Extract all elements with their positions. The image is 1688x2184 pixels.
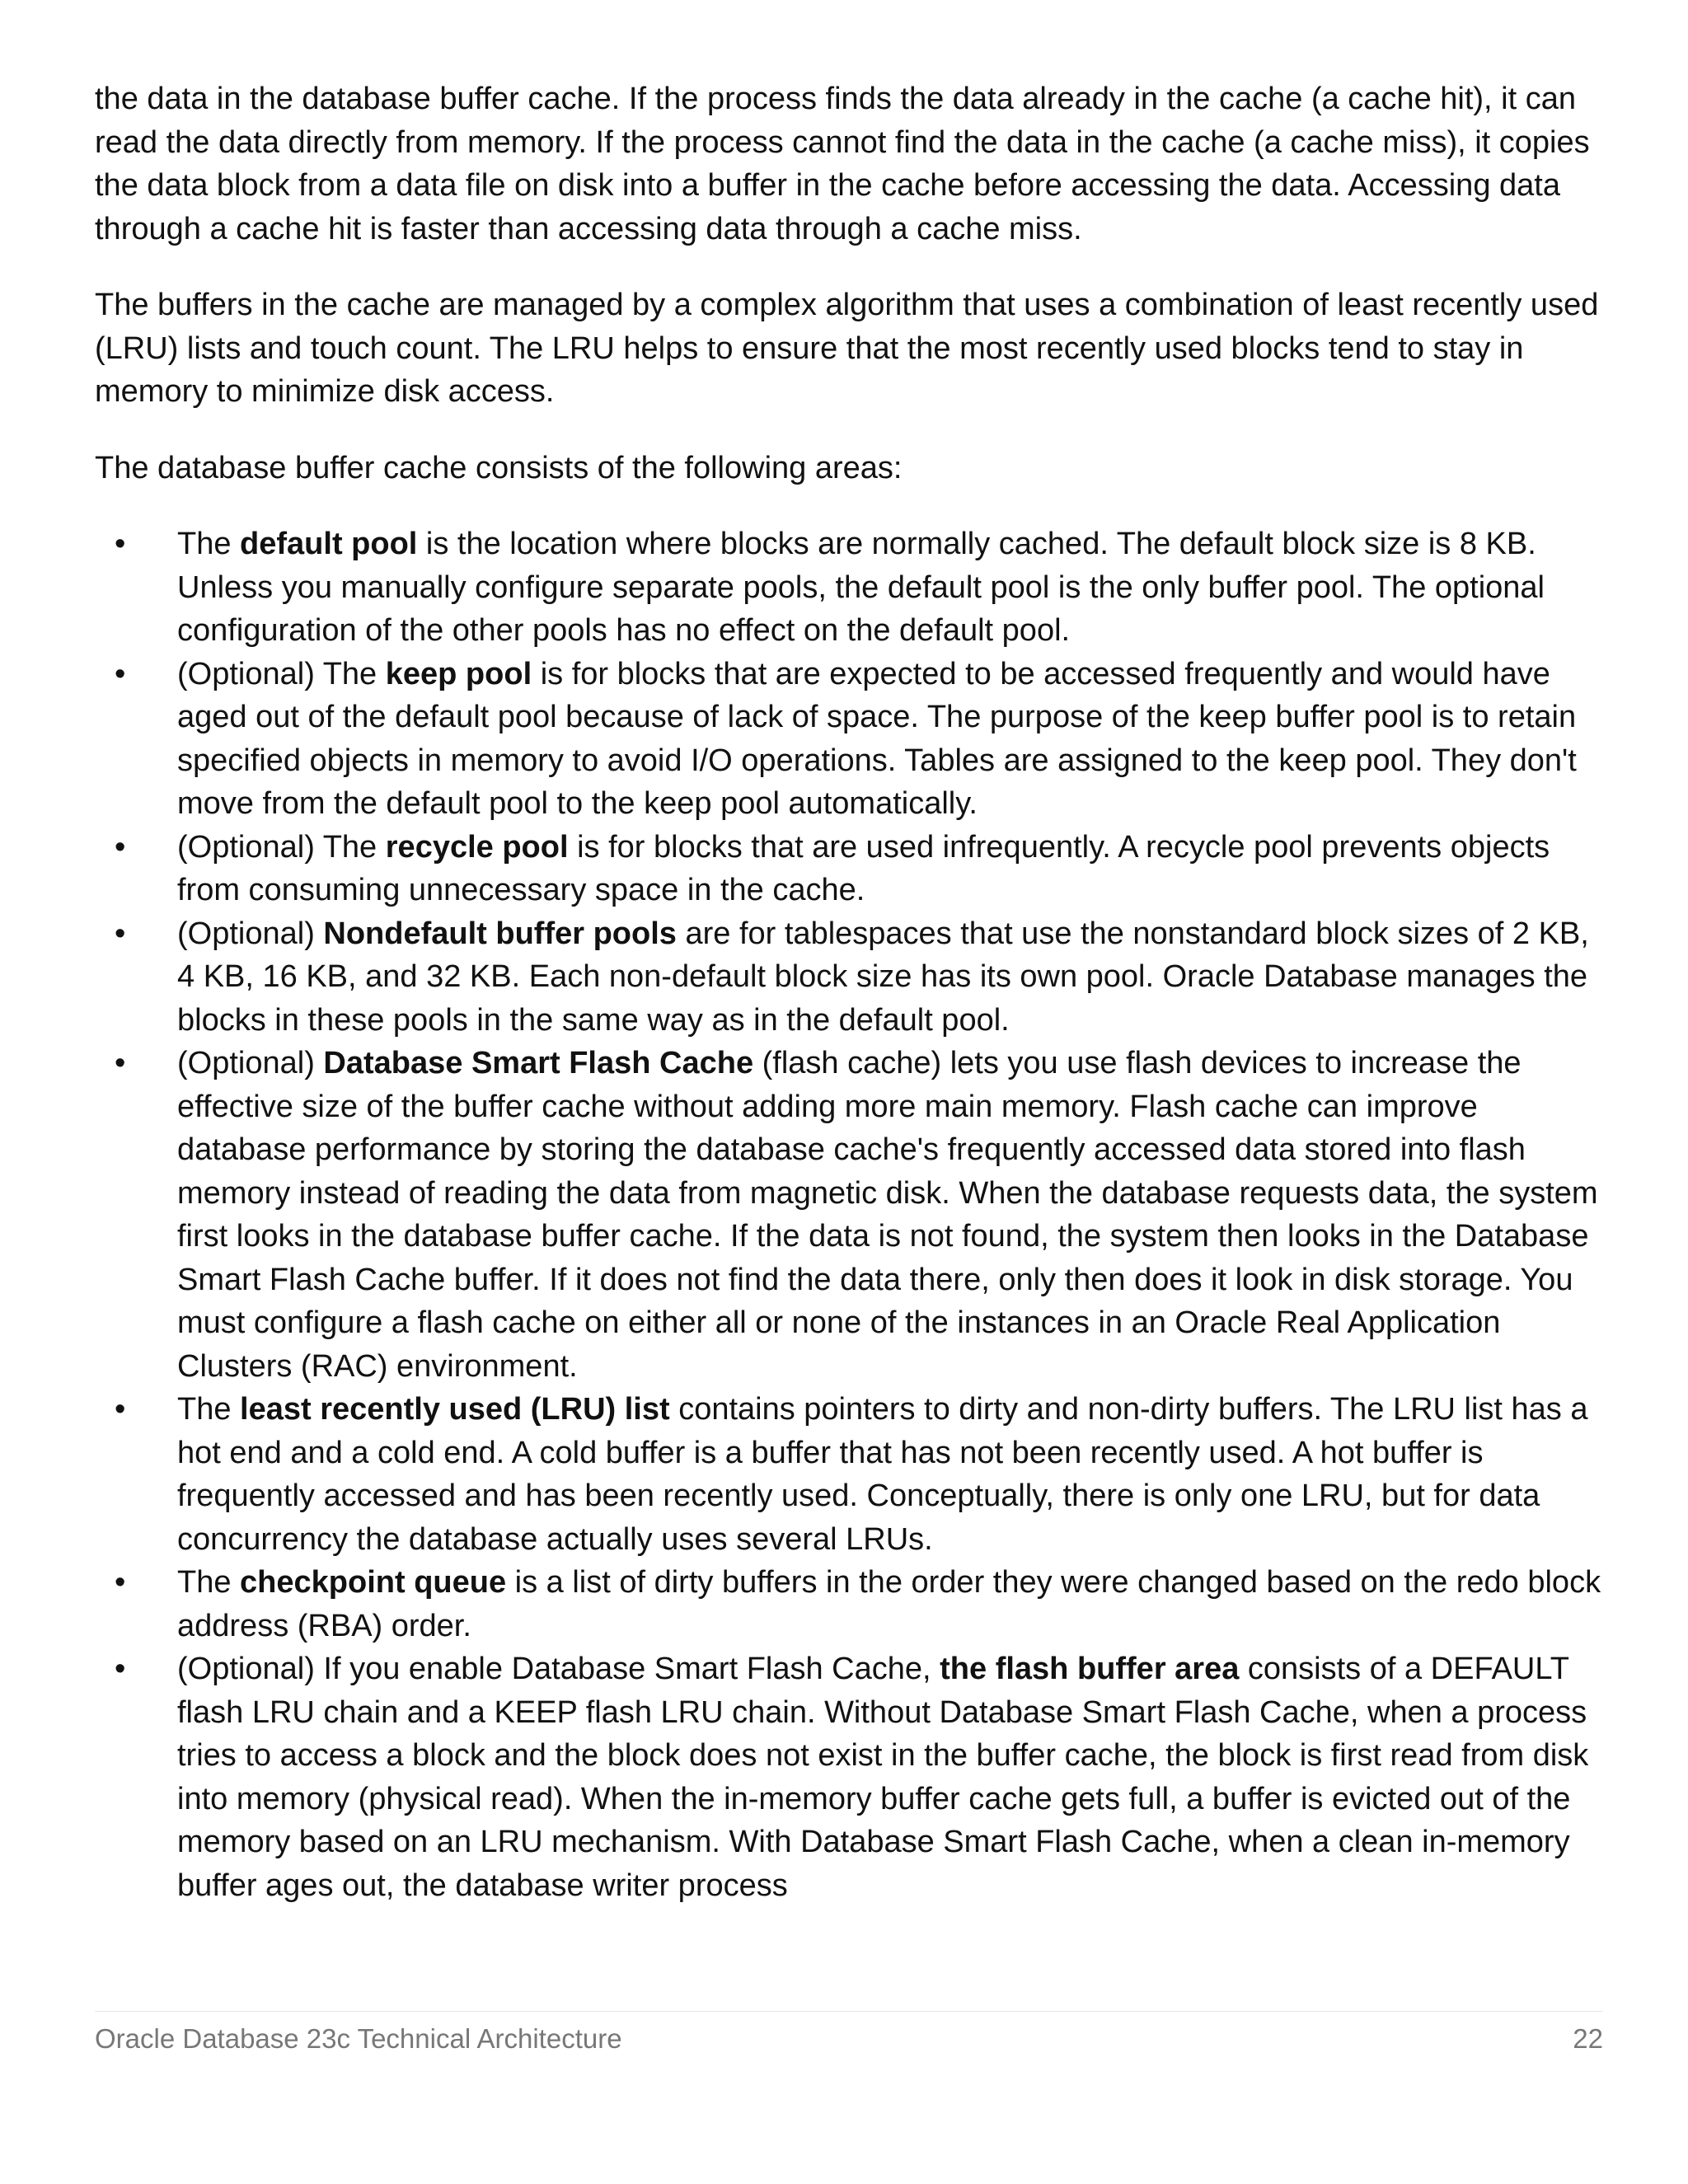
list-item-checkpoint-queue [95,1561,1603,1647]
list-item-text-post: is a list of dirty buffers in the order they were changed based on the redo block address (RBA) order. [177,1565,1601,1643]
paragraph-buffer-algorithm: The buffers in the cache are managed by a complex algorithm that uses a combination of least recently used (LRU) lists and touch count. The LRU helps to ensure that the most recently used blocks tend to stay in memory to minimize disk access. [95,288,1599,409]
list-item-text-post: consists of a DEFAULT flash LRU chain and a KEEP flash LRU chain. Without Database Smart Flash Cache, when a process tries to access a block and the block does not exist in the buffer cache, the block is first read from disk into memory (physical read). When the in-memory buffer cache gets full, a buffer is evicted out of the memory based on an LRU mechanism. With Database Smart Flash Cache, when a clean in-memory buffer ages out, the database writer process [177,1652,1589,1903]
list-item-text-post: (flash cache) lets you use flash devices to increase the effective size of the buffer cache without adding more main memory. Flash cache can improve database performance by storing the database cache's frequently accessed data stored into flash memory instead of reading the data from magnetic disk. When the database requests data, the system first looks in the database buffer cache. If the data is not found, the system then looks in the Database Smart Flash Cache buffer. If it does not find the data there, only then does it look in disk storage. You must configure a flash cache on either all or none of the instances in an Oracle Real Application Clusters (RAC) environment. [177,1046,1598,1384]
list-item-text-post: are for tablespaces that use the nonstandard block sizes of 2 KB, 4 KB, 16 KB, and 32 KB. Each non-default block size has its own pool. Oracle Database manages the blocks in these pools in the same way as in the default pool. [177,916,1589,1038]
list-item-default-pool [95,523,1603,653]
bullet-icon: • [115,1392,126,1427]
list-item-nondefault-pools [95,912,1603,1043]
list-item-keep-pool [95,653,1603,826]
bullet-icon: • [115,1565,126,1600]
list-item-recycle-pool [95,826,1603,912]
list-item-text-post: is the location where blocks are normally cached. The default block size is 8 KB. Unless you manually configure separate pools, the default pool is the only buffer pool. The optional configuration of the other pools has no effect on the default pool. [177,527,1545,648]
list-item-lru-list [95,1388,1603,1561]
list-item-term: Database Smart Flash Cache [323,1046,754,1080]
list-item-text-pre: (Optional) If you enable Database Smart Flash Cache, [177,1652,940,1686]
list-item-term: recycle pool [385,829,569,865]
footer-page-number: 22 [1573,2023,1603,2054]
list-item-term: keep pool [385,656,532,691]
list-item-text-pre: The [177,1565,241,1600]
bullet-icon: • [115,656,126,691]
footer-divider [95,2011,1603,2012]
bullet-icon: • [115,829,126,865]
list-item-text-pre: (Optional) [177,916,324,951]
list-item-text-pre: (Optional) [177,1046,324,1080]
buffer-cache-areas-list [95,523,1603,1907]
list-item-text-post: is for blocks that are used infrequently. A recycle pool prevents objects from consuming unnecessary space in the cache. [177,829,1550,907]
list-item-text-pre: (Optional) The [177,656,386,691]
page-body [95,77,1603,1907]
bullet-icon: • [115,527,126,561]
list-item-term: checkpoint queue [240,1565,507,1600]
list-item-term: the flash buffer area [940,1652,1240,1686]
bullet-icon: • [115,1652,126,1686]
list-item-term: default pool [240,527,418,561]
list-item-text-pre: The [177,1392,241,1427]
footer-document-title: Oracle Database 23c Technical Architecture [95,2023,622,2054]
list-item-smart-flash-cache [95,1042,1603,1388]
bullet-icon: • [115,916,126,951]
list-item-text-post: is for blocks that are expected to be accessed frequently and would have aged out of the default pool because of lack of space. The purpose of the keep buffer pool is to retain specified objects in memory to avoid I/O operations. Tables are assigned to the keep pool. They don't move from the default pool to the keep pool automatically. [177,656,1577,821]
list-item-term: least recently used (LRU) list [240,1392,670,1427]
list-item-text-pre: The [177,527,241,561]
list-item-flash-buffer-area [95,1647,1603,1907]
list-item-term: Nondefault buffer pools [323,916,677,951]
paragraph-cache-hit-miss: the data in the database buffer cache. If the process finds the data already in the cache (a cache hit), it can read the data directly from memory. If the process cannot find the data in the cache (a cache miss), it copies the data block from a data file on disk into a buffer in the cache before accessing the data. Accessing data through a cache hit is faster than accessing data through a cache miss. [95,82,1590,246]
list-item-text-pre: (Optional) The [177,829,386,865]
paragraph-areas-intro: The database buffer cache consists of the following areas: [95,450,903,485]
bullet-icon: • [115,1046,126,1080]
list-item-text-post: contains pointers to dirty and non-dirty buffers. The LRU list has a hot end and a cold end. A cold buffer is a buffer that has not been recently used. A hot buffer is frequently accessed and has been recently used. Conceptually, there is only one LRU, but for data concurrency the database actually uses several LRUs. [177,1392,1588,1557]
